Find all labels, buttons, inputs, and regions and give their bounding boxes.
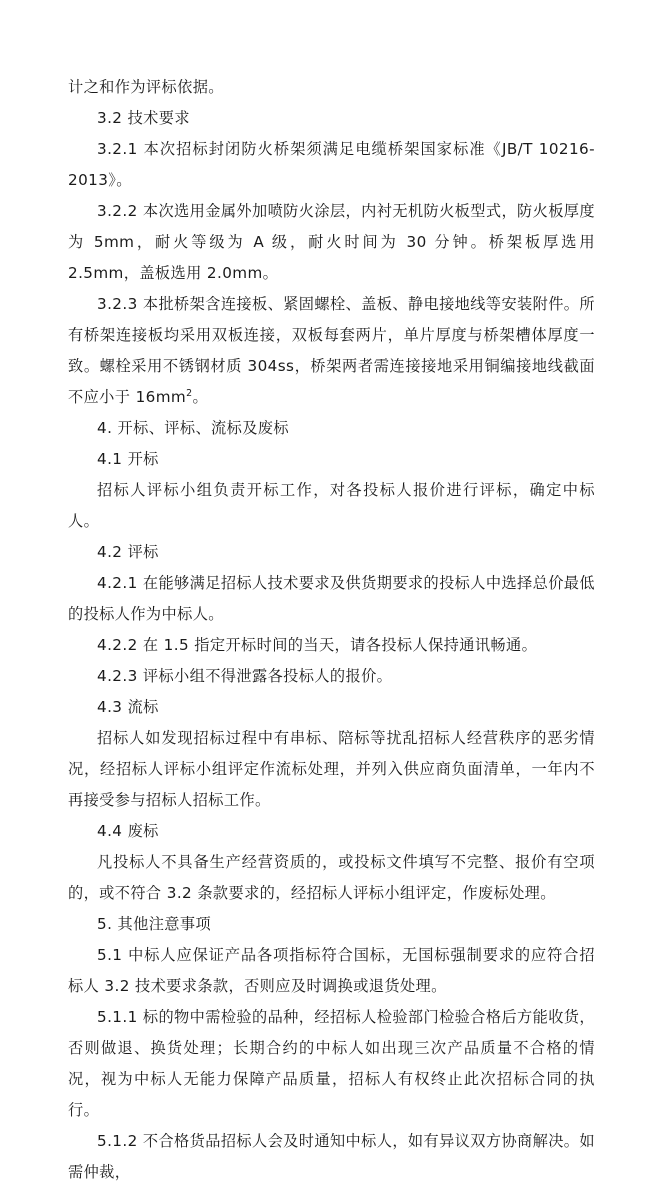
heading-3-2-technical-requirements: 3.2 技术要求	[97, 109, 190, 127]
clause-3-2-1: 3.2.1 本次招标封闭防火桥架须满足电缆桥架国家标准《JB/T 10216-2013》。	[68, 140, 595, 189]
clause-4-2-2: 4.2.2 在 1.5 指定开标时间的当天，请各投标人保持通讯畅通。	[97, 636, 538, 654]
square-millimetre-superscript: 2	[186, 387, 193, 399]
clause-5-1-2: 5.1.2 不合格货品招标人会及时通知中标人，如有异议双方协商解决。如需仲裁，	[68, 1132, 595, 1181]
clause-3-2-3	[68, 289, 595, 413]
clause-5-1-1: 5.1.1 标的物中需检验的品种，经招标人检验部门检验合格后方能收货，否则做退、换货处理；长期合约的中标人如出现三次产品质量不合格的情况，视为中标人无能力保障产品质量，招标人有权终止此次招标合同的执行。	[68, 1008, 595, 1119]
body-4-1-bid-opening: 招标人评标小组负责开标工作，对各投标人报价进行评标，确定中标人。	[68, 481, 595, 530]
clause-3-2-2: 3.2.2 本次选用金属外加喷防火涂层，内衬无机防火板型式，防火板厚度为 5mm，耐火等级为 A 级，耐火时间为 30 分钟。桥架板厚选用 2.5mm，盖板选用 2.0mm。	[68, 202, 595, 282]
body-4-4-rejected-bid: 凡投标人不具备生产经营资质的，或投标文件填写不完整、报价有空项的，或不符合 3.2 条款要求的，经招标人评标小组评定，作废标处理。	[68, 853, 595, 902]
heading-4-2-bid-evaluation: 4.2 评标	[97, 543, 159, 561]
document-text-column	[68, 72, 595, 1188]
heading-5-other-notes: 5. 其他注意事项	[97, 915, 212, 933]
clause-3-2-3-text-before-superscript: 3.2.3 本批桥架含连接板、紧固螺栓、盖板、静电接地线等安装附件。所有桥架连接板均采用双板连接，双板每套两片，单片厚度与桥架槽体厚度一致。螺栓采用不锈钢材质 304ss，桥架两者需连接接地采用铜编接地线截面不应小于 16mm	[68, 295, 595, 406]
clause-4-2-3: 4.2.3 评标小组不得泄露各投标人的报价。	[97, 667, 393, 685]
clause-5-1: 5.1 中标人应保证产品各项指标符合国标，无国标强制要求的应符合招标人 3.2 技术要求条款，否则应及时调换或退货处理。	[68, 946, 595, 995]
clause-3-2-3-text-after-superscript: 。	[192, 388, 209, 406]
heading-4-1-bid-opening: 4.1 开标	[97, 450, 159, 468]
heading-4-3-failed-bid: 4.3 流标	[97, 698, 159, 716]
body-4-3-failed-bid: 招标人如发现招标过程中有串标、陪标等扰乱招标人经营秩序的恶劣情况，经招标人评标小组评定作流标处理，并列入供应商负面清单，一年内不再接受参与招标人招标工作。	[68, 729, 595, 809]
paragraph-continued-evaluation-basis: 计之和作为评标依据。	[68, 78, 224, 96]
heading-4-4-rejected-bid: 4.4 废标	[97, 822, 159, 840]
clause-4-2-1: 4.2.1 在能够满足招标人技术要求及供货期要求的投标人中选择总价最低的投标人作为中标人。	[68, 574, 595, 623]
heading-4-opening-evaluation-failure-rejection: 4. 开标、评标、流标及废标	[97, 419, 289, 437]
